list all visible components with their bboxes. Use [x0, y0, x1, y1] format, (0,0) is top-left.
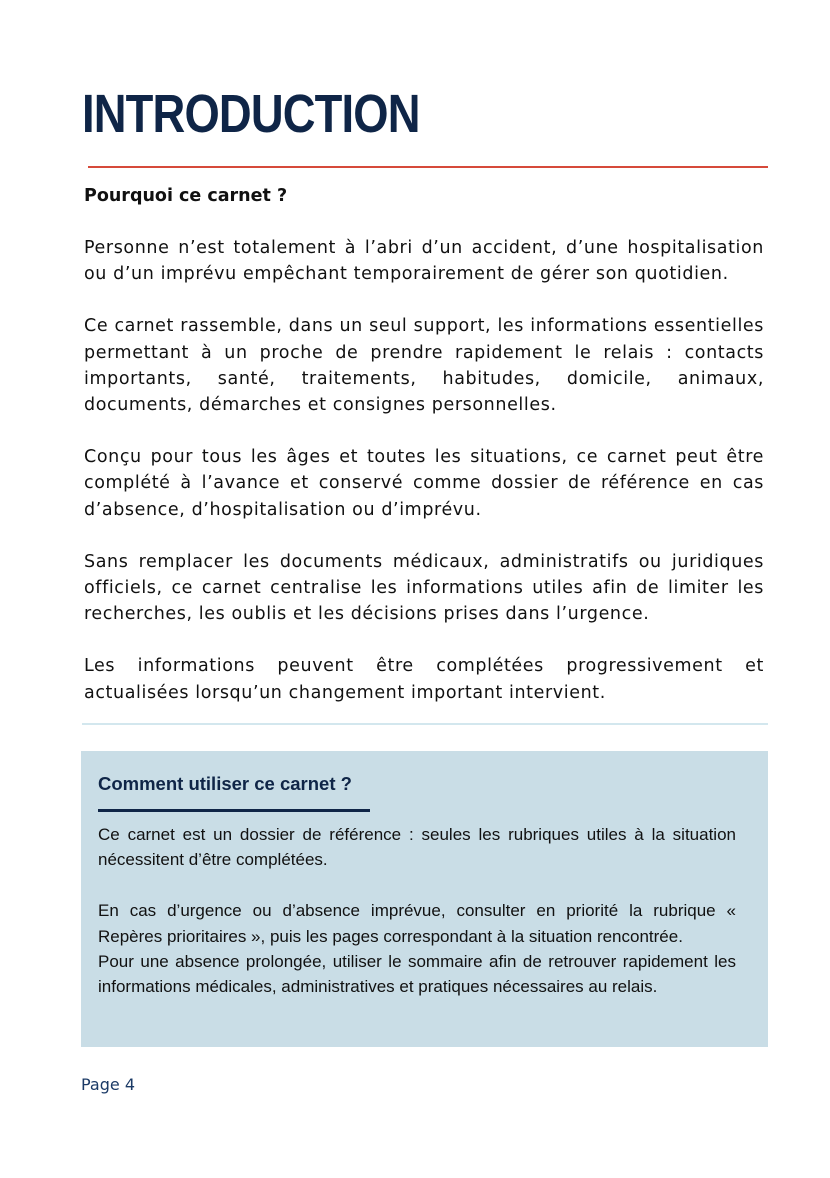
info-box-title: Comment utiliser ce carnet ? — [98, 773, 352, 794]
intro-paragraph: Sans remplacer les documents médicaux, administratifs ou juridiques officiels, ce carnet centralise les informations utiles afin de limiter les recherches, les oublis et les décisions prises dans l’urgence. — [84, 551, 764, 625]
intro-paragraph: Ce carnet rassemble, dans un seul support, les informations essentielles permettant à un proche de prendre rapidement le relais : contacts importants, santé, traitements, habitudes, domicile, animaux, documents, démarches et consignes personnelles. — [84, 316, 764, 416]
info-box-body — [98, 822, 736, 999]
page-number: Page 4 — [81, 1075, 135, 1094]
intro-paragraph: Personne n’est totalement à l’abri d’un accident, d’une hospitalisation ou d’un imprévu empêchant temporairement de gérer son quotidien. — [84, 238, 764, 285]
intro-section — [84, 183, 764, 706]
info-box-paragraph: Pour une absence prolongée, utiliser le sommaire afin de retrouver rapidement les informations médicales, administratives et pratiques nécessaires au relais. — [98, 951, 736, 997]
paragraph-spacer — [98, 872, 736, 898]
section-divider — [82, 723, 768, 725]
info-box-paragraph: Ce carnet est un dossier de référence : seules les rubriques utiles à la situation nécessitent d’être complétées. — [98, 825, 736, 870]
page-title: INTRODUCTION — [82, 84, 420, 144]
intro-paragraph: Les informations peuvent être complétées progressivement et actualisées lorsqu’un changement important intervient. — [84, 656, 764, 703]
usage-info-box — [81, 751, 768, 1047]
intro-paragraph: Conçu pour tous les âges et toutes les situations, ce carnet peut être complété à l’avance et conservé comme dossier de référence en cas d’absence, d’hospitalisation ou d’imprévu. — [84, 447, 764, 520]
info-box-paragraph: En cas d’urgence ou d’absence imprévue, consulter en priorité la rubrique « Repères prioritaires », puis les pages correspondant à la situation rencontrée. — [98, 901, 736, 946]
section-subheading: Pourquoi ce carnet ? — [84, 186, 288, 206]
title-underline — [88, 166, 768, 168]
info-box-underline — [98, 809, 370, 812]
